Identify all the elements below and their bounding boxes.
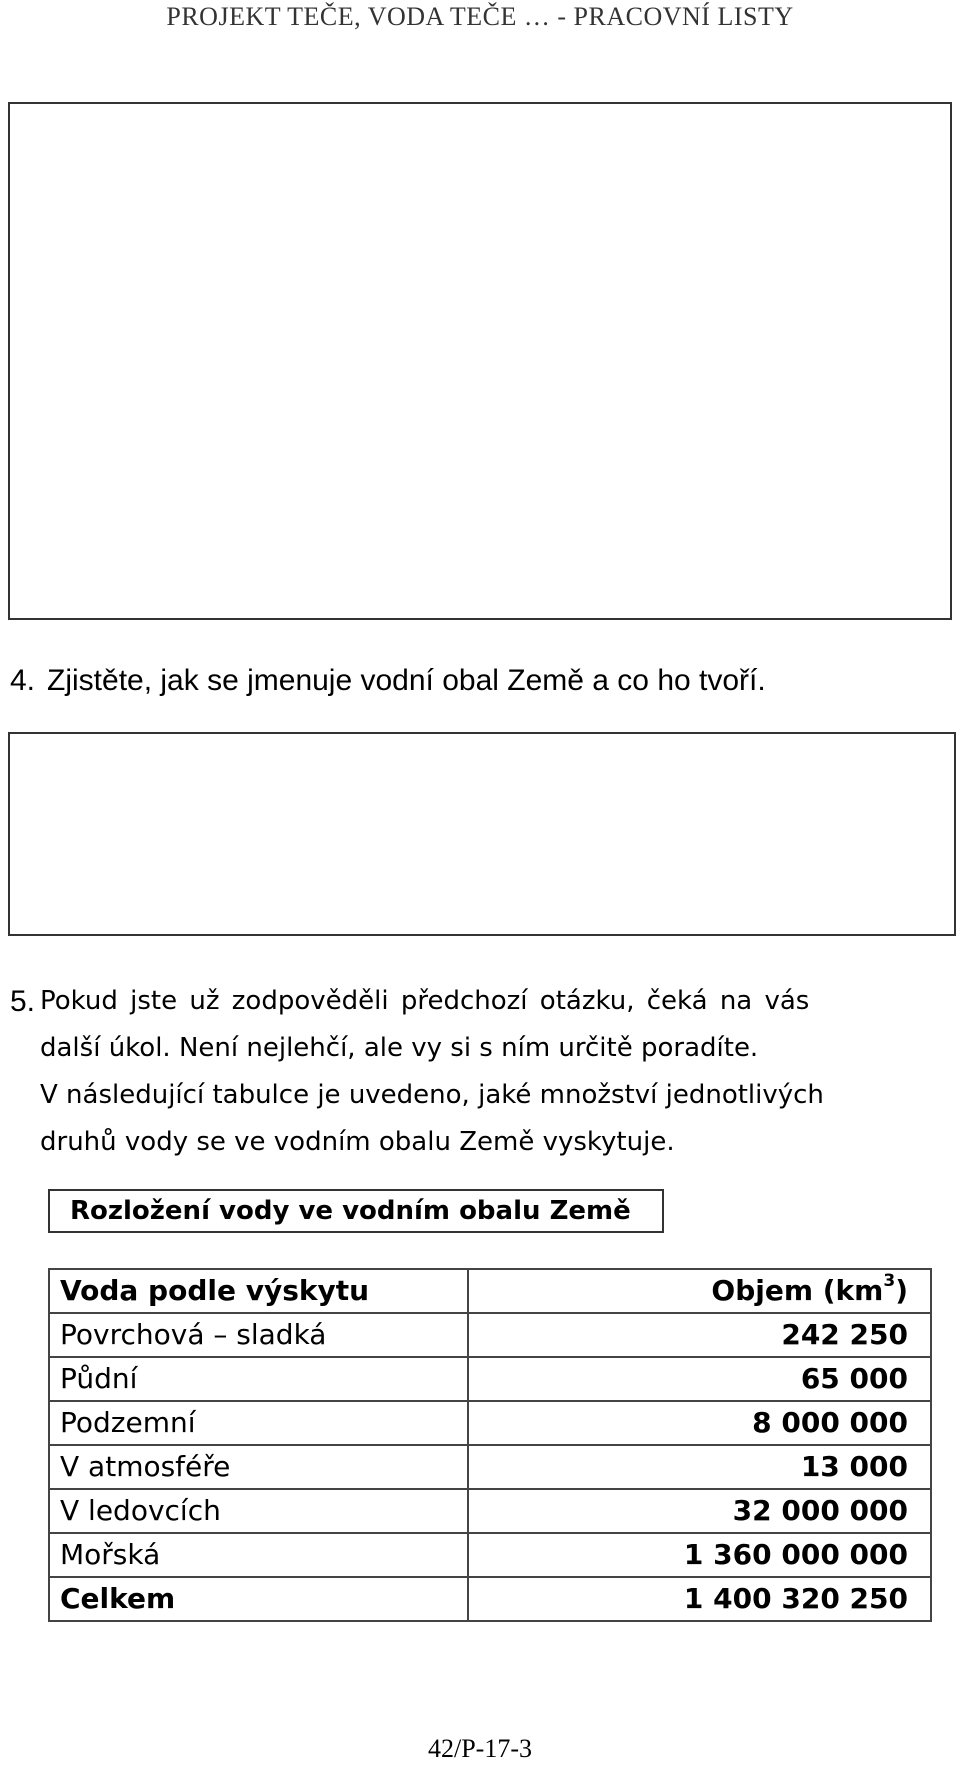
header-volume-exponent: 3	[883, 1271, 896, 1291]
cell-volume: 32 000 000	[468, 1489, 931, 1533]
answer-box-task3[interactable]	[8, 102, 952, 620]
table-row	[49, 1445, 931, 1489]
water-distribution-table	[48, 1268, 932, 1622]
task-5-number: 5.	[10, 985, 36, 1018]
task-5	[10, 978, 950, 1166]
table-row	[49, 1357, 931, 1401]
cell-total-label: Celkem	[49, 1577, 468, 1621]
cell-volume: 8 000 000	[468, 1401, 931, 1445]
cell-type: Povrchová – sladká	[49, 1313, 468, 1357]
cell-type: Podzemní	[49, 1401, 468, 1445]
task-5-line: V následující tabulce je uvedeno, jaké množství jednotlivých	[40, 1080, 824, 1110]
table-header-row	[49, 1269, 931, 1313]
table-row	[49, 1313, 931, 1357]
task-5-line: další úkol. Není nejlehčí, ale vy si s ním určitě poradíte.	[40, 1033, 759, 1063]
header-cell-volume	[468, 1269, 931, 1313]
table-title: Rozložení vody ve vodním obalu Země	[48, 1189, 664, 1233]
cell-total-volume: 1 400 320 250	[468, 1577, 931, 1621]
task-5-line: druhů vody se ve vodním obalu Země vyskytuje.	[40, 1127, 675, 1157]
task-4	[10, 664, 766, 698]
cell-type: Mořská	[49, 1533, 468, 1577]
cell-volume: 1 360 000 000	[468, 1533, 931, 1577]
header-volume-prefix: Objem (km	[711, 1274, 884, 1307]
cell-volume: 65 000	[468, 1357, 931, 1401]
header-volume-suffix: )	[895, 1274, 908, 1307]
cell-type: V ledovcích	[49, 1489, 468, 1533]
table-row	[49, 1533, 931, 1577]
answer-box-task4[interactable]	[8, 732, 956, 936]
task-4-text: Zjistěte, jak se jmenuje vodní obal Země a co ho tvoří.	[47, 664, 766, 697]
cell-type: Půdní	[49, 1357, 468, 1401]
cell-type: V atmosféře	[49, 1445, 468, 1489]
cell-volume: 13 000	[468, 1445, 931, 1489]
table-total-row	[49, 1577, 931, 1621]
page-header: PROJEKT TEČE, VODA TEČE … - PRACOVNÍ LISTY	[166, 2, 794, 31]
table-row	[49, 1401, 931, 1445]
table-row	[49, 1489, 931, 1533]
page-footer: 42/P-17-3	[428, 1734, 532, 1763]
header-cell-type: Voda podle výskytu	[49, 1269, 468, 1313]
task-5-line: Pokud jste už zodpověděli předchozí otázku, čeká na vás	[40, 986, 810, 1016]
cell-volume: 242 250	[468, 1313, 931, 1357]
task-4-number: 4.	[10, 664, 36, 697]
